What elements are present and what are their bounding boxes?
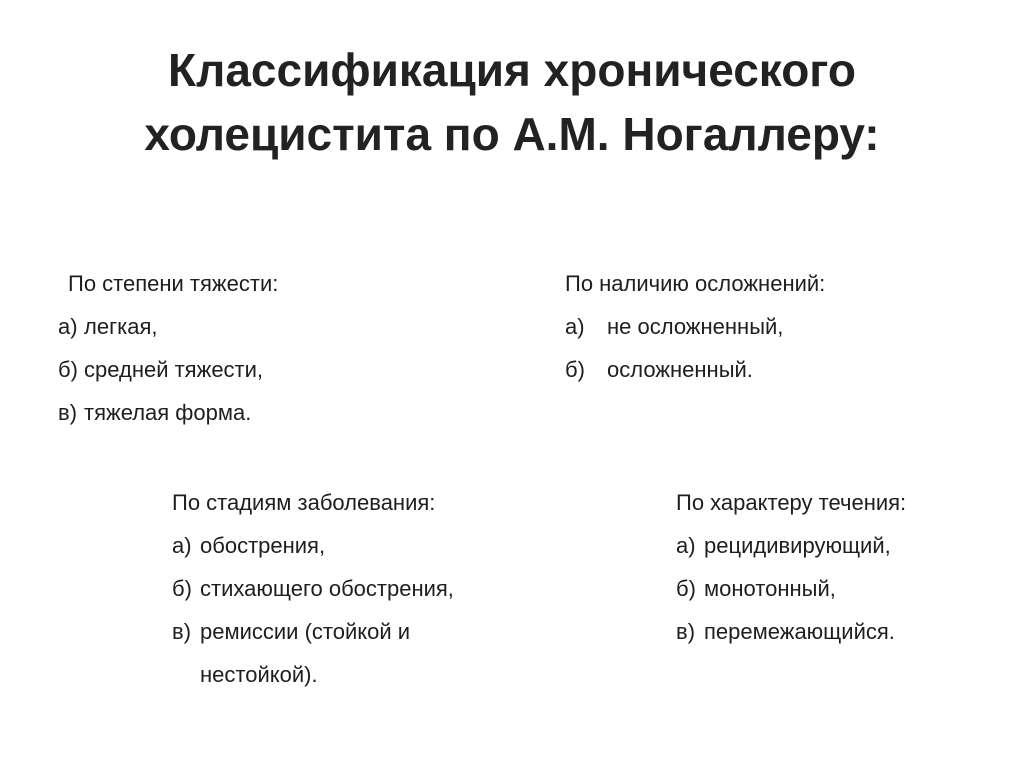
list-marker: а) bbox=[172, 533, 192, 558]
list-item bbox=[676, 567, 906, 610]
list-marker: в) bbox=[172, 619, 192, 644]
stages-heading: По стадиям заболевания: bbox=[172, 490, 436, 515]
course-heading: По характеру течения: bbox=[676, 490, 907, 515]
list-item bbox=[676, 524, 906, 567]
list-marker: б) bbox=[565, 357, 585, 382]
list-item bbox=[58, 305, 278, 348]
list-item-text: легкая, bbox=[84, 314, 158, 339]
list-item bbox=[565, 348, 825, 391]
list-item-text: осложненный. bbox=[607, 357, 753, 382]
list-item-text: рецидивирующий, bbox=[704, 533, 891, 558]
title-line-2: холецистита по А.М. Ногаллеру: bbox=[144, 108, 880, 160]
list-marker: а) bbox=[565, 314, 585, 339]
list-item-text: не осложненный, bbox=[607, 314, 784, 339]
list-item-text: тяжелая форма. bbox=[84, 400, 252, 425]
list-item-text: средней тяжести, bbox=[84, 357, 264, 382]
list-marker: а) bbox=[676, 533, 696, 558]
list-item bbox=[172, 610, 490, 696]
list-marker: б) bbox=[172, 576, 192, 601]
list-item bbox=[58, 348, 278, 391]
list-item bbox=[172, 567, 490, 610]
list-marker: а) bbox=[58, 314, 78, 339]
slide-title bbox=[0, 38, 1024, 166]
list-item-text: обострения, bbox=[200, 533, 326, 558]
list-marker: б) bbox=[676, 576, 696, 601]
list-marker: в) bbox=[676, 619, 696, 644]
list-item bbox=[565, 305, 825, 348]
list-item-text: перемежающийся. bbox=[704, 619, 895, 644]
list-marker: в) bbox=[58, 400, 78, 425]
list-item bbox=[172, 524, 490, 567]
course-classification bbox=[676, 481, 906, 653]
complications-heading: По наличию осложнений: bbox=[565, 271, 826, 296]
list-item-text: стихающего обострения, bbox=[200, 576, 454, 601]
list-marker: б) bbox=[58, 357, 78, 382]
list-item-text: ремиссии (стойкой и нестойкой). bbox=[200, 619, 411, 687]
complications-classification bbox=[565, 262, 825, 391]
list-item-text: монотонный, bbox=[704, 576, 836, 601]
list-item bbox=[676, 610, 906, 653]
severity-classification bbox=[58, 262, 278, 434]
list-item bbox=[58, 391, 278, 434]
stages-classification bbox=[172, 481, 490, 696]
title-line-1: Классификация хронического bbox=[168, 44, 856, 96]
severity-heading: По степени тяжести: bbox=[68, 271, 279, 296]
